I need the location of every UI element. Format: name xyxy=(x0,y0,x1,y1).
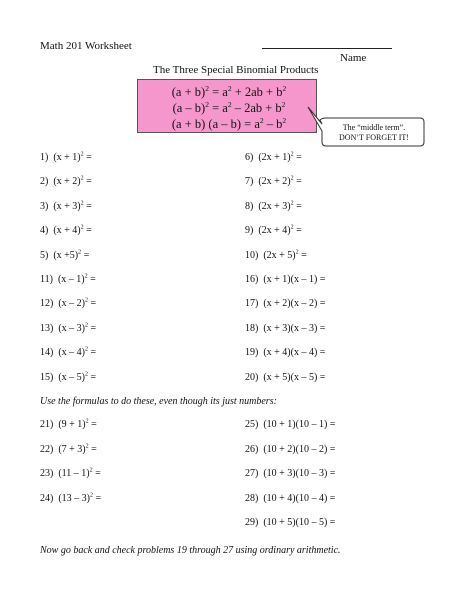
problem-item: 9) $(2x + 4)^2$ = xyxy=(245,224,302,237)
problem-item: 2) $(x + 2)^2$ = xyxy=(40,176,92,188)
name-blank-line xyxy=(262,48,392,49)
problem-item: 15) (x – 5)$^2$ = xyxy=(40,371,97,383)
problem-item: 17) (x + 2)(x – 2) = xyxy=(245,298,326,310)
problem-item: 11) (x – 1)$^2$ = xyxy=(40,273,96,285)
footer-instruction: Now go back and check problems 19 through 27 using ordinary arithmetic. xyxy=(40,545,341,556)
formula-box xyxy=(137,79,317,133)
problem-item: 16) (x + 1)(x – 1) = xyxy=(245,274,326,285)
problem-item: 18) (x + 3)(x – 3) = xyxy=(245,322,326,334)
problem-item: 22) $(7 + 3)^2$ = xyxy=(40,443,97,455)
problem-item: 25) (10 + 1)(10 – 1) = xyxy=(245,419,336,430)
problem-item: 6) $(2x + 1)^2$ = xyxy=(245,151,302,163)
problem-item: 4) $(x + 4)^2$ = xyxy=(40,224,92,237)
formula-square-of-sum: $(a + b)^2 = a^2 + 2ab + b^2$ xyxy=(171,83,287,99)
problem-item: 19) (x + 4)(x – 4) = xyxy=(245,347,326,359)
problem-item: 7) $(2x + 2)^2$ = xyxy=(245,176,302,188)
problem-item: 12) (x – 2)$^2$ = xyxy=(40,298,97,310)
problem-item: 14) (x – 4)$^2$ = xyxy=(40,346,97,359)
formula-difference-of-squares: (a + b) $(a - b) = a^2 - b^2$ xyxy=(171,115,287,131)
problem-item: 21) $(9 + 1)^2$ = xyxy=(40,418,97,430)
problem-item: 5) $(x +5)^2$ = xyxy=(40,249,90,261)
problem-item: 29) (10 + 5)(10 – 5) = xyxy=(245,517,336,528)
formula-square-of-difference: $(a - b)^2 = a^2 - 2ab + b^2$ xyxy=(172,99,286,115)
problem-item: 23) (11 – 1)$^2$ = xyxy=(40,467,101,479)
section-title: The Three Special Binomial Products xyxy=(153,64,319,76)
callout-line-1: The “middle term”. xyxy=(342,123,406,132)
problem-item: 1) $(x + 1)^2$ = xyxy=(40,151,92,163)
problem-item: 24) (13 – 3)$^2$ = xyxy=(40,492,102,504)
instruction-text: Use the formulas to do these, even though its just numbers: xyxy=(40,396,277,407)
problem-item: 8) $(2x + 3)^2$ = xyxy=(245,200,302,212)
problem-item: 10) $(2x + 5)^2$ = xyxy=(245,249,307,261)
problem-item: 26) (10 + 2)(10 – 2) = xyxy=(245,443,336,455)
problem-item: 13) (x – 3)$^2$ = xyxy=(40,322,97,334)
problem-item: 27) (10 + 3)(10 – 3) = xyxy=(245,468,336,479)
problem-item: 3) $(x + 3)^2$ = xyxy=(40,200,92,212)
callout-line-2: DON’T FORGET IT! xyxy=(339,133,409,142)
problem-item: 28) (10 + 4)(10 – 4) = xyxy=(245,492,336,504)
name-label: Name xyxy=(340,52,367,64)
problem-item: 20) (x + 5)(x – 5) = xyxy=(245,371,326,383)
worksheet-title: Math 201 Worksheet xyxy=(40,40,132,52)
